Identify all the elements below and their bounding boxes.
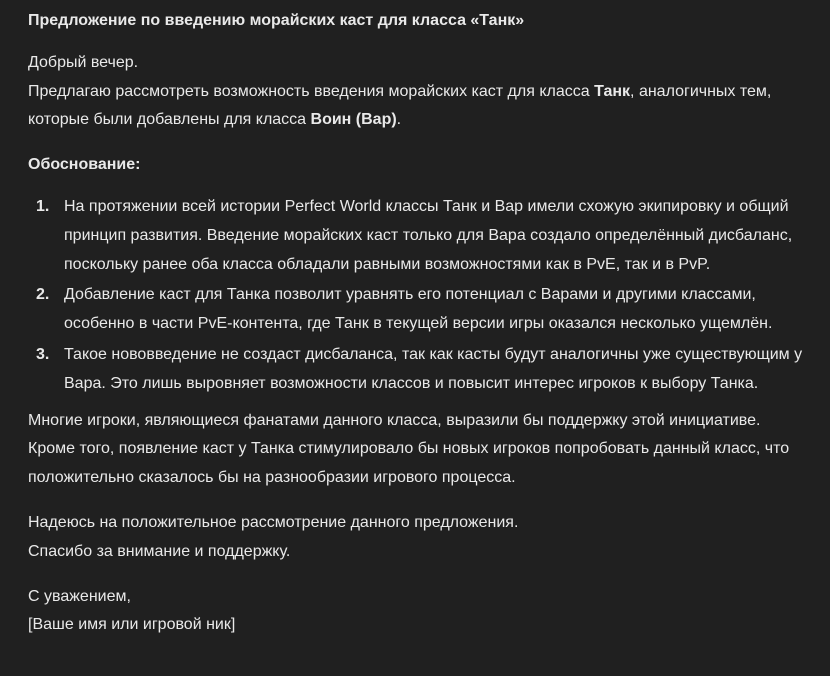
bold-text-segment: Предложение по введению морайских каст для класса «Танк» xyxy=(28,12,525,29)
document-title xyxy=(28,7,804,36)
text-segment: , аналогичных тем, которые были добавлены для класса xyxy=(28,82,772,129)
list-item-text xyxy=(64,193,804,279)
list-item-text xyxy=(64,341,804,399)
list-item xyxy=(28,341,804,399)
text-segment: Такое нововведение не создаст дисбаланса, так как касты будут аналогичны уже существующим у Вара. Это лишь выровняет возможности классов и повысит интерес игроков к выбору Танка. xyxy=(64,345,803,392)
paragraph xyxy=(28,407,804,493)
text-segment: На протяжении всей истории Perfect World классы Танк и Вар имели схожую экипировку и общий принцип развития. Введение морайских каст только для Вара создало определённый дисбаланс, поскольку ранее оба класса обладали равными возможностями как в PvE, так и в PvP. xyxy=(64,197,793,273)
text-segment: Добрый вечер. xyxy=(28,53,139,71)
text-segment: Предлагаю рассмотреть возможность введения морайских каст для класса xyxy=(28,82,595,100)
paragraph xyxy=(28,49,804,135)
justification-list xyxy=(28,193,804,399)
list-item-text xyxy=(64,281,804,339)
text-segment: С уважением, xyxy=(28,587,131,605)
text-segment: . xyxy=(396,111,402,129)
text-segment: Добавление каст для Танка позволит уравнять его потенциал с Варами и другими классами, особенно в части PvE-контента, где Танк в текущей версии игры оказался несколько ущемлён. xyxy=(64,286,773,333)
bold-text-segment: Танк xyxy=(594,82,631,100)
text-segment: [Ваше имя или игровой ник] xyxy=(28,616,236,634)
list-item-number: 3. xyxy=(36,345,50,363)
text-segment: Многие игроки, являющиеся фанатами данного класса, выразили бы поддержку этой инициативе. Кроме того, появление каст у Танка стимулировало бы новых игроков попробовать данный класс, что положительно сказалось бы на разнообразии игрового процесса. xyxy=(28,411,790,487)
text-segment: Надеюсь на положительное рассмотрение данного предложения. xyxy=(28,513,519,531)
bold-text-segment: Воин (Вар) xyxy=(310,111,397,129)
list-item xyxy=(28,193,804,279)
list-item-number: 1. xyxy=(36,197,50,215)
list-item xyxy=(28,281,804,339)
paragraph xyxy=(28,509,804,567)
text-segment: Спасибо за внимание и поддержку. xyxy=(28,542,291,560)
bold-text-segment: Обоснование: xyxy=(28,156,141,174)
list-item-number: 2. xyxy=(36,286,50,304)
paragraph xyxy=(28,583,804,641)
section-heading xyxy=(28,151,804,180)
